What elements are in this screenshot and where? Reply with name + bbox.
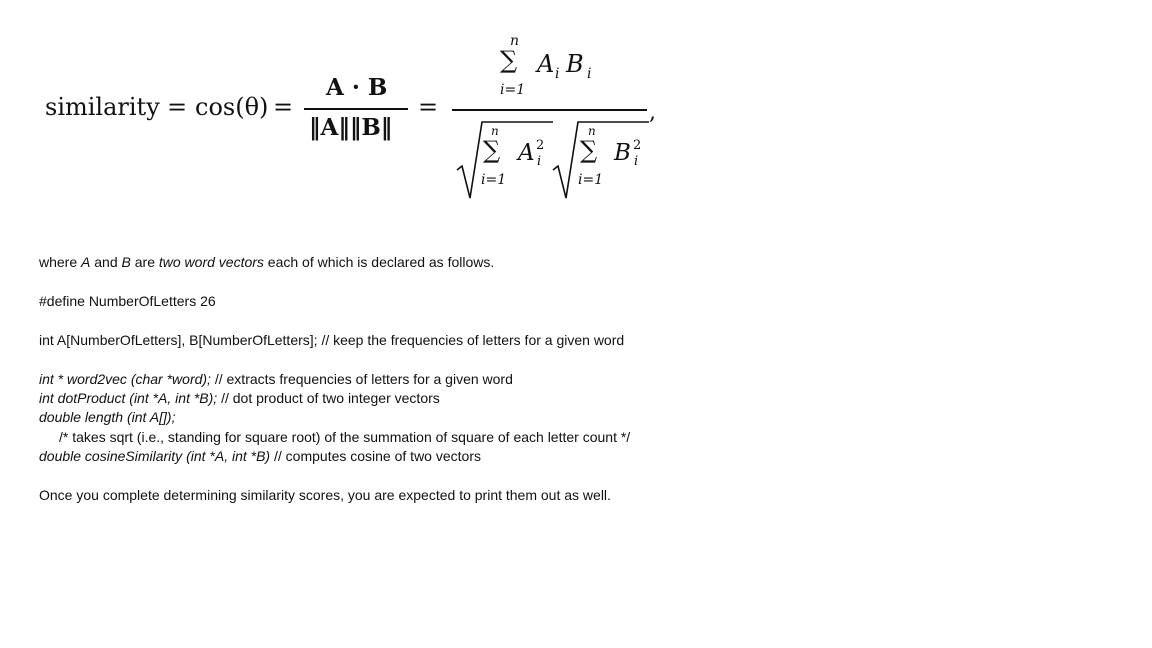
- text-span: A: [81, 254, 91, 270]
- code-text: int * word2vec (char *word);: [39, 371, 211, 387]
- sum-lower-limit: i=1: [578, 172, 604, 188]
- dot-product-numerator: A · B: [326, 74, 388, 101]
- fraction-line: [452, 109, 647, 111]
- comment-text: // computes cosine of two vectors: [270, 448, 481, 464]
- term-b: B: [566, 50, 584, 78]
- sum-upper-limit: n: [588, 124, 596, 138]
- text-span: and: [90, 254, 122, 270]
- superscript-two: 2: [536, 138, 545, 153]
- length-comment: /* takes sqrt (i.e., standing for square root) of the summation of square of each letter count */: [59, 429, 631, 445]
- text-span: two word vectors: [158, 254, 264, 270]
- comment-text: // extracts frequencies of letters for a given word: [210, 371, 513, 387]
- cos-theta: cos(θ): [195, 93, 269, 121]
- sum-symbol: ∑: [483, 136, 501, 164]
- text-span: B: [121, 254, 131, 270]
- length-declaration: [39, 408, 175, 427]
- cosine-similarity-formula: [0, 0, 700, 215]
- norm-denominator: ‖A‖‖B‖: [309, 114, 393, 141]
- define-line: #define NumberOfLetters 26: [39, 293, 216, 309]
- term-a-subscript: i: [555, 66, 560, 82]
- text-span: are: [130, 254, 159, 270]
- sum-symbol: ∑: [500, 46, 518, 74]
- term-b-subscript: i: [587, 66, 592, 82]
- subscript-i: i: [537, 154, 542, 169]
- intro-paragraph: [39, 253, 494, 272]
- array-declaration-line: int A[NumberOfLetters], B[NumberOfLetters]; // keep the frequencies of letters for a given word: [39, 332, 625, 348]
- equals-sign: =: [167, 93, 188, 121]
- word2vec-declaration: [39, 370, 513, 389]
- equals-sign: =: [418, 93, 439, 121]
- similarity-label: similarity: [45, 93, 160, 121]
- code-text: double length (int A[]);: [39, 409, 176, 425]
- sum-upper-limit: n: [491, 124, 499, 138]
- closing-paragraph: Once you complete determining similarity scores, you are expected to print them out as well.: [39, 487, 611, 503]
- sum-upper-limit: n: [510, 33, 520, 49]
- dotproduct-declaration: [39, 389, 440, 408]
- text-span: each of which is declared as follows.: [263, 254, 495, 270]
- sum-lower-limit: i=1: [500, 82, 526, 98]
- den-term-b: B: [614, 140, 631, 166]
- subscript-i: i: [634, 154, 639, 169]
- cosine-similarity-declaration: [39, 447, 481, 466]
- text-span: where: [39, 254, 82, 270]
- comment-text: // dot product of two integer vectors: [217, 390, 440, 406]
- term-a: A: [537, 50, 555, 78]
- sum-lower-limit: i=1: [481, 172, 507, 188]
- den-term-a: A: [518, 140, 535, 166]
- superscript-two: 2: [633, 138, 642, 153]
- sum-symbol: ∑: [580, 136, 598, 164]
- trailing-comma: ,: [649, 100, 656, 125]
- fraction-line: [304, 108, 408, 110]
- code-text: int dotProduct (int *A, int *B);: [39, 390, 218, 406]
- code-text: double cosineSimilarity (int *A, int *B): [39, 448, 271, 464]
- equals-sign: =: [273, 93, 294, 121]
